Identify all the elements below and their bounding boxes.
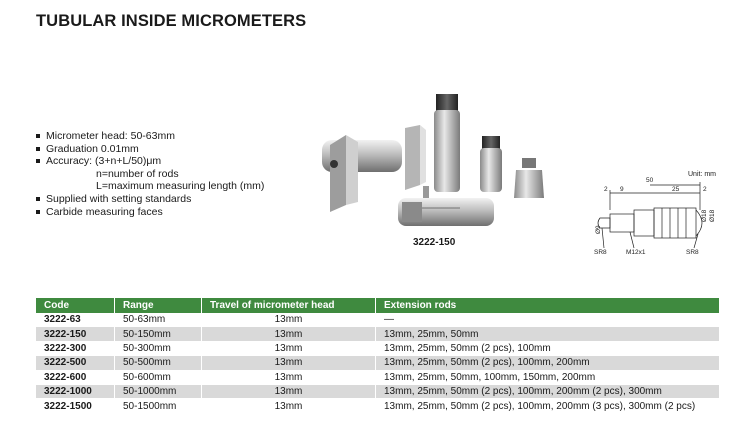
table-row <box>36 370 719 384</box>
dim-label: 25 <box>672 186 680 193</box>
travel-cell: 13mm <box>202 313 376 327</box>
travel-cell: 13mm <box>202 327 376 341</box>
travel-cell: 13mm <box>202 341 376 355</box>
feature-subitem: L=maximum measuring length (mm) <box>96 180 265 193</box>
dim-label: Ø18 <box>709 209 716 222</box>
table-row <box>36 327 719 341</box>
dim-label: 50 <box>646 177 654 184</box>
range-cell: 50-600mm <box>115 370 202 384</box>
bullet-icon <box>36 134 40 138</box>
feature-list <box>36 130 264 218</box>
code-cell: 3222-300 <box>36 341 115 355</box>
feature-item: Carbide measuring faces <box>36 206 264 219</box>
extension-rod-image <box>480 136 502 192</box>
table-header-row <box>36 298 719 313</box>
table-row <box>36 313 719 327</box>
spec-table <box>36 298 719 414</box>
column-header: Code <box>36 298 115 313</box>
travel-cell: 13mm <box>202 370 376 384</box>
dim-label: 9 <box>620 186 624 193</box>
bullet-icon <box>36 159 40 163</box>
feature-item: Supplied with setting standards <box>36 193 264 206</box>
table-row <box>36 399 719 413</box>
page-title: TUBULAR INSIDE MICROMETERS <box>36 12 307 30</box>
rods-cell: 13mm, 25mm, 50mm (2 pcs), 100mm <box>376 341 720 355</box>
travel-cell: 13mm <box>202 399 376 413</box>
range-cell: 50-63mm <box>115 313 202 327</box>
table-row <box>36 356 719 370</box>
range-cell: 50-150mm <box>115 327 202 341</box>
extension-rod-image <box>434 94 460 192</box>
bullet-icon <box>36 210 40 214</box>
rods-cell: 13mm, 25mm, 50mm (2 pcs), 100mm, 200mm (3 pcs), 300mm (2 pcs) <box>376 399 720 413</box>
range-cell: 50-1000mm <box>115 384 202 398</box>
rods-cell: — <box>376 313 720 327</box>
rods-cell: 13mm, 25mm, 50mm (2 pcs), 100mm, 200mm <box>376 356 720 370</box>
dim-label: 2 <box>703 186 707 193</box>
rods-cell: 13mm, 25mm, 50mm (2 pcs), 100mm, 200mm (2 pcs), 300mm <box>376 384 720 398</box>
dim-label: SR8 <box>594 249 607 256</box>
feature-item: Graduation 0.01mm <box>36 143 264 156</box>
dim-label: Ø9 <box>595 225 602 234</box>
travel-cell: 13mm <box>202 384 376 398</box>
code-cell: 3222-1500 <box>36 399 115 413</box>
bullet-icon <box>36 147 40 151</box>
feature-item: Accuracy: (3+n+L/50)μm <box>36 155 264 168</box>
range-cell: 50-500mm <box>115 356 202 370</box>
range-cell: 50-300mm <box>115 341 202 355</box>
feature-subitem: n=number of rods <box>96 167 179 180</box>
unit-label: Unit: mm <box>688 171 716 178</box>
column-header: Extension rods <box>376 298 720 313</box>
code-cell: 3222-150 <box>36 327 115 341</box>
code-cell: 3222-600 <box>36 370 115 384</box>
column-header: Travel of micrometer head <box>202 298 376 313</box>
code-cell: 3222-63 <box>36 313 115 327</box>
code-cell: 3222-500 <box>36 356 115 370</box>
code-cell: 3222-1000 <box>36 384 115 398</box>
extension-rod-image <box>514 158 544 198</box>
rods-cell: 13mm, 25mm, 50mm, 100mm, 150mm, 200mm <box>376 370 720 384</box>
photo-caption: 3222-150 <box>413 237 456 248</box>
table-row <box>36 341 719 355</box>
dim-label: 2 <box>604 186 608 193</box>
travel-cell: 13mm <box>202 356 376 370</box>
product-photo <box>310 90 570 240</box>
bullet-icon <box>36 197 40 201</box>
range-cell: 50-1500mm <box>115 399 202 413</box>
technical-drawing <box>590 170 720 260</box>
dim-label: Ø18 <box>701 209 708 222</box>
dim-label: M12x1 <box>626 249 646 256</box>
dim-label: SR8 <box>686 249 699 256</box>
rods-cell: 13mm, 25mm, 50mm <box>376 327 720 341</box>
feature-item: Micrometer head: 50-63mm <box>36 130 264 143</box>
table-row <box>36 384 719 398</box>
column-header: Range <box>115 298 202 313</box>
